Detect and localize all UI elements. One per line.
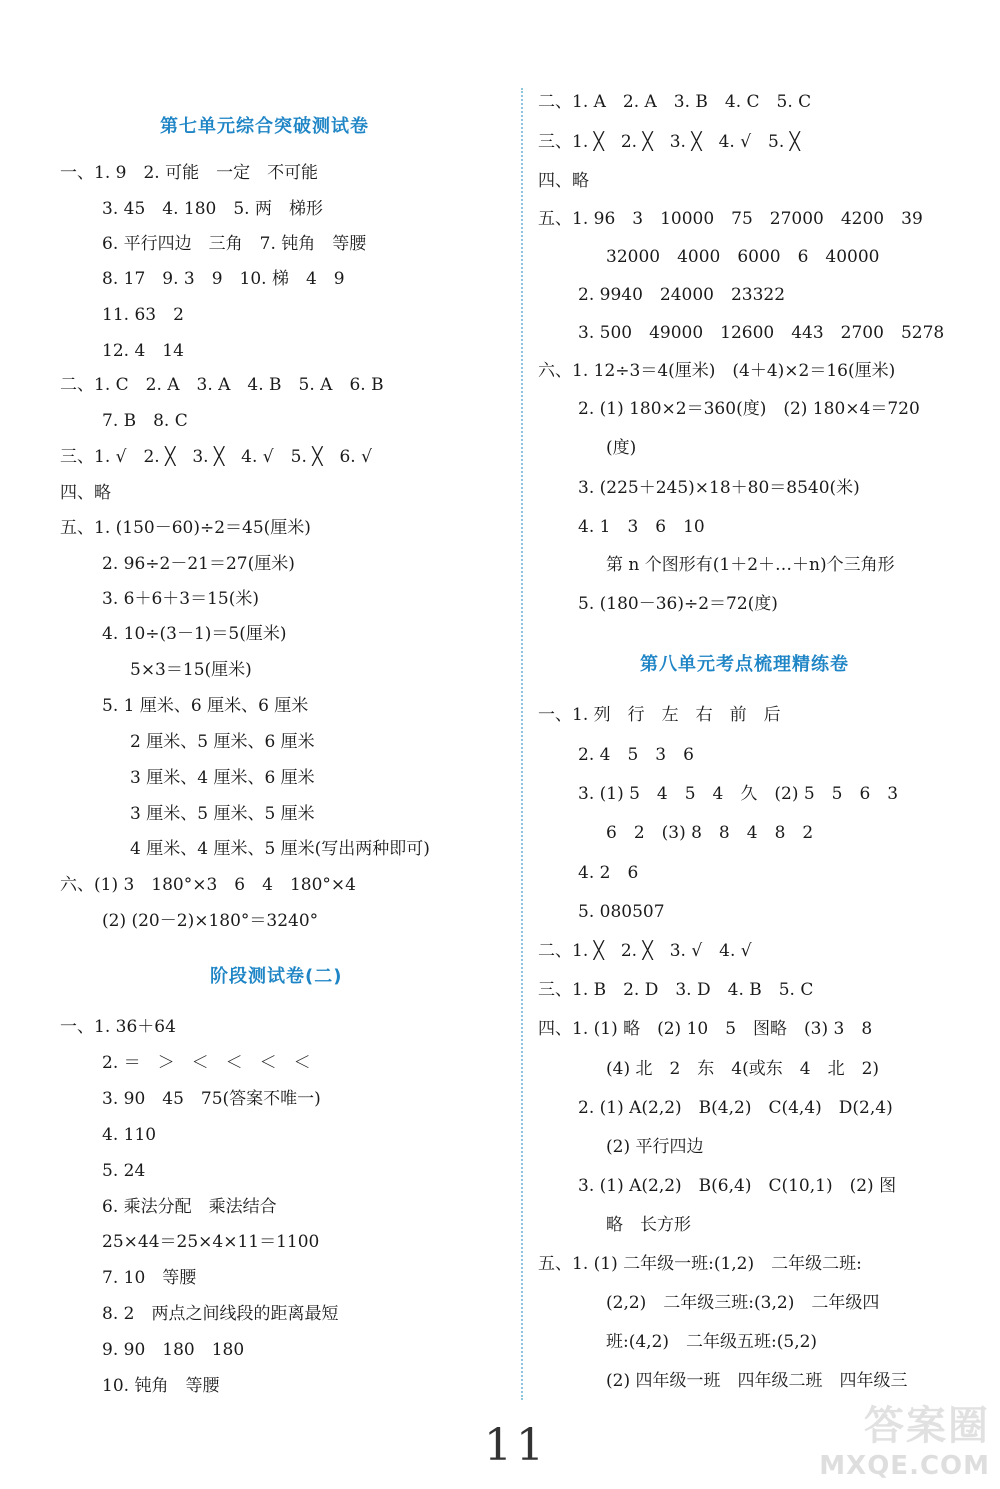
answer-line: 5. 1 厘米、6 厘米、6 厘米 [102, 696, 309, 716]
answer-line: 5. (180－36)÷2＝72(度) [578, 594, 778, 614]
section-title-stage-test: 阶段测试卷(二) [210, 966, 343, 987]
answer-line: 3. 45 4. 180 5. 两 梯形 [102, 199, 323, 219]
answer-line: 3. (1) 5 4 5 4 久 (2) 5 5 6 3 [578, 784, 899, 804]
answer-line: 四、略 [538, 171, 589, 191]
answer-line: 3 厘米、5 厘米、5 厘米 [130, 804, 315, 824]
answer-line: 二、1. A 2. A 3. B 4. C 5. C [538, 92, 812, 112]
answer-line: 7. B 8. C [102, 411, 188, 431]
answer-line: 六、(1) 3 180°×3 6 4 180°×4 [60, 875, 356, 895]
answer-line: 第 n 个图形有(1＋2＋…＋n)个三角形 [606, 555, 895, 575]
answer-line: 5. 080507 [578, 902, 665, 922]
answer-line: 3 厘米、4 厘米、6 厘米 [130, 768, 315, 788]
answer-line: 二、1. C 2. A 3. A 4. B 5. A 6. B [60, 375, 384, 395]
answer-line: 3. 90 45 75(答案不唯一) [102, 1089, 321, 1109]
answer-line: 3. 6＋6＋3＝15(米) [102, 589, 259, 609]
answer-line: 班:(4,2) 二年级五班:(5,2) [606, 1332, 818, 1352]
answer-line: 11. 63 2 [102, 305, 184, 325]
answer-line: 三、1. B 2. D 3. D 4. B 5. C [538, 980, 814, 1000]
answer-line: 六、1. 12÷3＝4(厘米) (4＋4)×2＝16(厘米) [538, 361, 896, 381]
answer-line: 2. ＝ ＞ ＜ ＜ ＜ ＜ [102, 1053, 311, 1073]
answer-line: 4 厘米、4 厘米、5 厘米(写出两种即可) [130, 839, 430, 859]
column-divider [521, 88, 523, 1400]
answer-line: 2. (1) 180×2＝360(度) (2) 180×4＝720 [578, 399, 920, 419]
answer-line: 6. 乘法分配 乘法结合 [102, 1197, 277, 1217]
answer-line: (2,2) 二年级三班:(3,2) 二年级四 [606, 1293, 880, 1313]
section-title-unit7: 第七单元综合突破测试卷 [160, 116, 369, 137]
answer-line: (2) 平行四边 [606, 1137, 704, 1157]
answer-line: 五、1. (1) 二年级一班:(1,2) 二年级二班: [538, 1254, 862, 1274]
answer-line: 2. 96÷2－21＝27(厘米) [102, 554, 295, 574]
answer-line: 4. 2 6 [578, 863, 639, 883]
answer-line: 二、1. ╳ 2. ╳ 3. √ 4. √ [538, 941, 752, 961]
answer-line: 4. 1 3 6 10 [578, 517, 705, 537]
answer-line: (4) 北 2 东 4(或东 4 北 2) [606, 1059, 880, 1079]
answer-line: 3. 500 49000 12600 443 2700 5278 [578, 323, 945, 343]
answer-line: 2 厘米、5 厘米、6 厘米 [130, 732, 315, 752]
watermark-logo-text: 答案圈 [864, 1403, 990, 1449]
answer-line: 五、1. 96 3 10000 75 27000 4200 39 [538, 209, 923, 229]
answer-line: (2) (20－2)×180°＝3240° [102, 911, 319, 931]
answer-line: 一、1. 9 2. 可能 一定 不可能 [60, 163, 319, 183]
answer-line: 8. 2 两点之间线段的距离最短 [102, 1304, 339, 1324]
answer-line: 略 长方形 [606, 1215, 691, 1235]
answer-line: 6 2 (3) 8 8 4 8 2 [606, 823, 814, 843]
answer-line: 四、略 [60, 483, 111, 503]
answer-line: 四、1. (1) 略 (2) 10 5 图略 (3) 3 8 [538, 1019, 873, 1039]
answer-line: 5. 24 [102, 1161, 146, 1181]
answer-line: 2. (1) A(2,2) B(4,2) C(4,4) D(2,4) [578, 1098, 893, 1118]
answer-line: 一、1. 列 行 左 右 前 后 [538, 705, 781, 725]
answer-line: (度) [606, 438, 637, 458]
answer-line: 6. 平行四边 三角 7. 钝角 等腰 [102, 234, 367, 254]
answer-line: 五、1. (150－60)÷2＝45(厘米) [60, 518, 311, 538]
answer-line: 9. 90 180 180 [102, 1340, 245, 1360]
answer-line: 3. (225＋245)×18＋80＝8540(米) [578, 478, 860, 498]
answer-line: 三、1. ╳ 2. ╳ 3. ╳ 4. √ 5. ╳ [538, 132, 800, 152]
answer-line: 三、1. √ 2. ╳ 3. ╳ 4. √ 5. ╳ 6. √ [60, 447, 372, 467]
answer-line: 4. 110 [102, 1125, 157, 1145]
answer-line: 7. 10 等腰 [102, 1268, 197, 1288]
answer-line: 一、1. 36＋64 [60, 1017, 176, 1037]
answer-line: (2) 四年级一班 四年级二班 四年级三 [606, 1371, 908, 1391]
answer-line: 25×44＝25×4×11＝1100 [102, 1232, 320, 1252]
watermark-url: MXQE.COM [819, 1451, 990, 1481]
answer-line: 12. 4 14 [102, 341, 184, 361]
answer-line: 2. 9940 24000 23322 [578, 285, 786, 305]
answer-line: 2. 4 5 3 6 [578, 745, 694, 765]
site-watermark [819, 1394, 990, 1481]
answer-line: 10. 钝角 等腰 [102, 1376, 220, 1396]
answer-line: 3. (1) A(2,2) B(6,4) C(10,1) (2) 图 [578, 1176, 897, 1196]
page-number-handwritten: 11 [484, 1420, 548, 1471]
section-title-unit8: 第八单元考点梳理精练卷 [640, 654, 849, 675]
answer-line: 4. 10÷(3－1)＝5(厘米) [102, 624, 287, 644]
answer-line: 5×3＝15(厘米) [130, 660, 252, 680]
answer-line: 8. 17 9. 3 9 10. 梯 4 9 [102, 269, 345, 289]
answer-line: 32000 4000 6000 6 40000 [606, 247, 880, 267]
